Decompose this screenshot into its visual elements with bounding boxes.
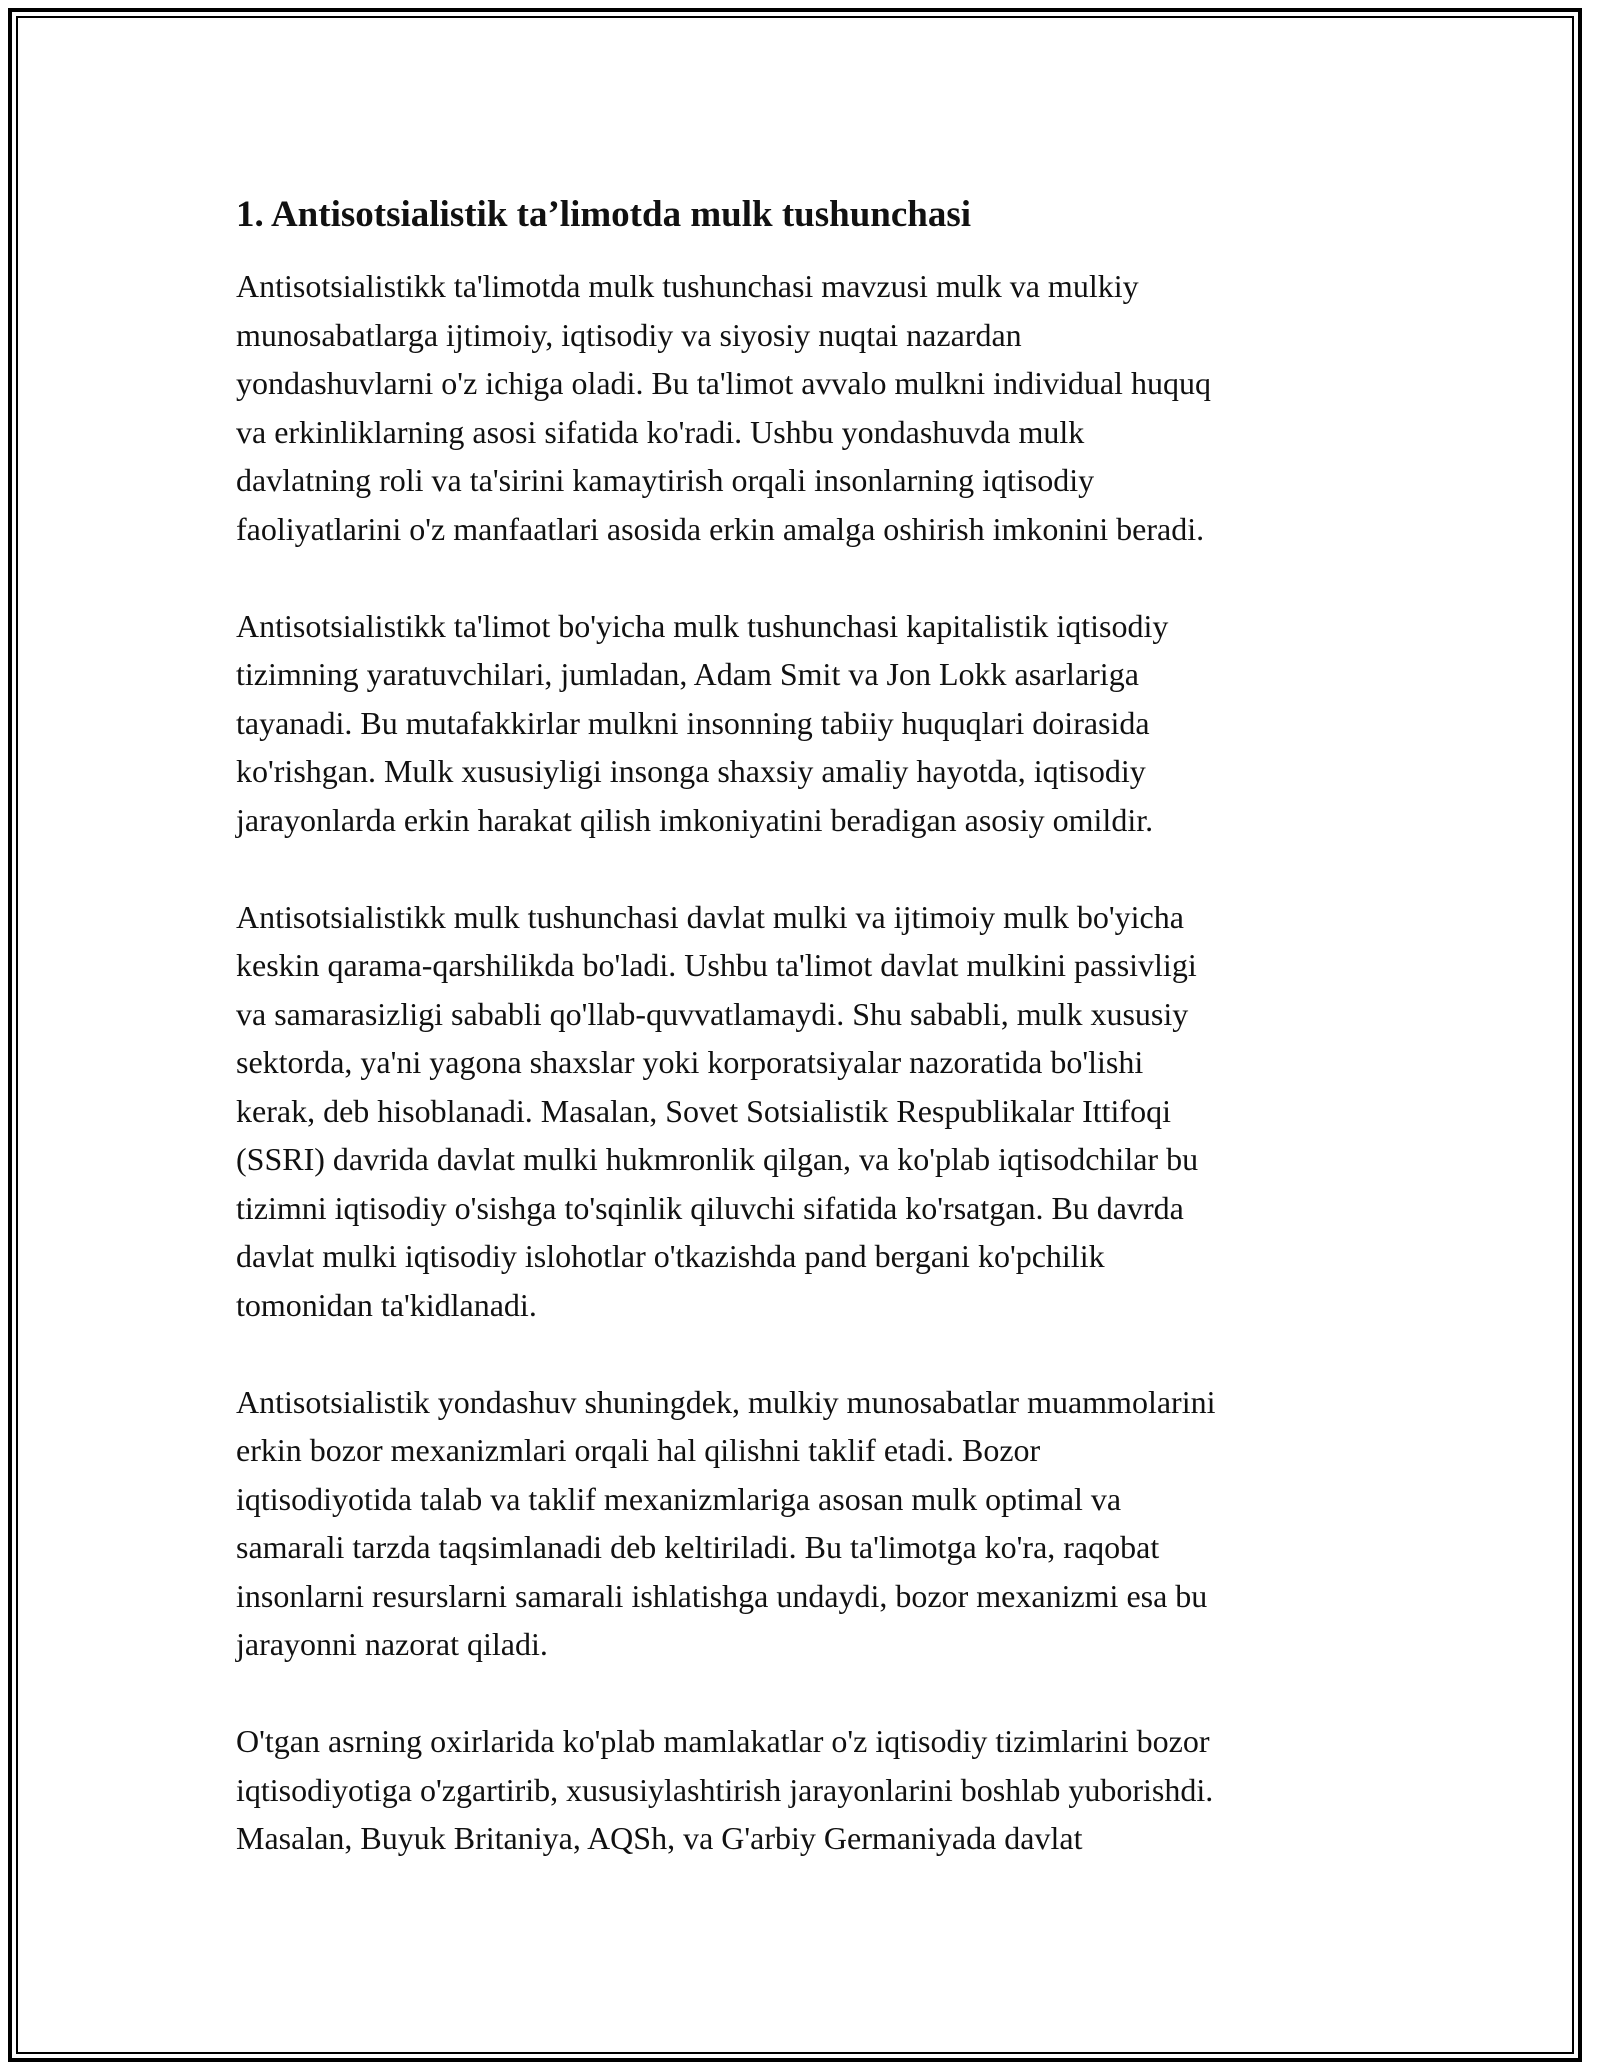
document-body [236,190,1366,1911]
text-line: jarayonlarda erkin harakat qilish imkoniyatini beradigan asosiy omildir. [236,801,1154,838]
text-line: insonlarni resurslarni samarali ishlatishga undaydi, bozor mexanizmi esa bu [236,1577,1208,1614]
text-line: jarayonni nazorat qiladi. [236,1626,548,1662]
text-line: tizimning yaratuvchilari, jumladan, Adam Smit va Jon Lokk asarlariga [236,656,1139,692]
text-line: Antisotsialistik yondashuv shuningdek, mulkiy munosabatlar muammolarini [236,1383,1216,1420]
text-line: ko'rishgan. Mulk xususiyligi insonga shaxsiy amaliy hayotda, iqtisodiy [236,753,1146,789]
text-line: davlatning roli va ta'sirini kamaytirish orqali insonlarning iqtisodiy [236,462,1095,498]
text-line: sektorda, ya'ni yagona shaxslar yoki korporatsiyalar nazoratida bo'lishi [236,1044,1144,1080]
text-line: Masalan, Buyuk Britaniya, AQSh, va G'arbiy Germaniyada davlat [236,1820,1083,1856]
text-line: Antisotsialistikk ta'limotda mulk tushunchasi mavzusi mulk va mulkiy [236,268,1139,304]
text-line: O'tgan asrning oxirlarida ko'plab mamlakatlar o'z iqtisodiy tizimlarini bozor [236,1723,1210,1759]
text-line: kerak, deb hisoblanadi. Masalan, Sovet Sotsialistik Respublikalar Ittifoqi [236,1092,1171,1129]
text-line: tomonidan ta'kidlanadi. [236,1286,537,1323]
text-line: samarali tarzda taqsimlanadi deb keltiriladi. Bu ta'limotga ko'ra, raqobat [236,1529,1160,1565]
text-line: iqtisodiyotiga o'zgartirib, xususiylashtirish jarayonlarini boshlab yuborishdi. [236,1771,1214,1808]
text-line: (SSRI) davrida davlat mulki hukmronlik qilgan, va ko'plab iqtisodchilar bu [236,1141,1199,1177]
text-line: va erkinliklarning asosi sifatida ko'radi. Ushbu yondashuvda mulk [236,413,1085,450]
text-line: va samarasizligi sababli qo'llab-quvvatlamaydi. Shu sababli, mulk xususiy [236,995,1189,1032]
text-line: yondashuvlarni o'z ichiga oladi. Bu ta'limot avvalo mulkni individual huquq [236,365,1211,401]
text-line: keskin qarama-qarshilikda bo'ladi. Ushbu ta'limot davlat mulkini passivligi [236,947,1197,983]
paragraph-1 [236,262,1366,553]
paragraph-4 [236,1378,1366,1669]
text-line: Antisotsialistikk ta'limot bo'yicha mulk tushunchasi kapitalistik iqtisodiy [236,607,1169,644]
paragraph-5 [236,1717,1366,1863]
text-line: tizimni iqtisodiy o'sishga to'sqinlik qiluvchi sifatida ko'rsatgan. Bu davrda [236,1189,1184,1226]
text-line: munosabatlarga ijtimoiy, iqtisodiy va siyosiy nuqtai nazardan [236,316,1022,353]
text-line: davlat mulki iqtisodiy islohotlar o'tkazishda pand bergani ko'pchilik [236,1238,1105,1274]
text-line: Antisotsialistikk mulk tushunchasi davlat mulki va ijtimoiy mulk bo'yicha [236,898,1184,935]
text-line: faoliyatlarini o'z manfaatlari asosida erkin amalga oshirish imkonini beradi. [236,510,1205,547]
section-heading: 1. Antisotsialistik ta’limotda mulk tushunchasi [236,194,972,235]
text-line: iqtisodiyotida talab va taklif mexanizmlariga asosan mulk optimal va [236,1480,1122,1517]
paragraph-2 [236,602,1366,845]
text-line: erkin bozor mexanizmlari orqali hal qilishni taklif etadi. Bozor [236,1432,1041,1468]
text-line: tayanadi. Bu mutafakkirlar mulkni insonning tabiiy huquqlari doirasida [236,704,1150,741]
paragraph-3 [236,893,1366,1330]
